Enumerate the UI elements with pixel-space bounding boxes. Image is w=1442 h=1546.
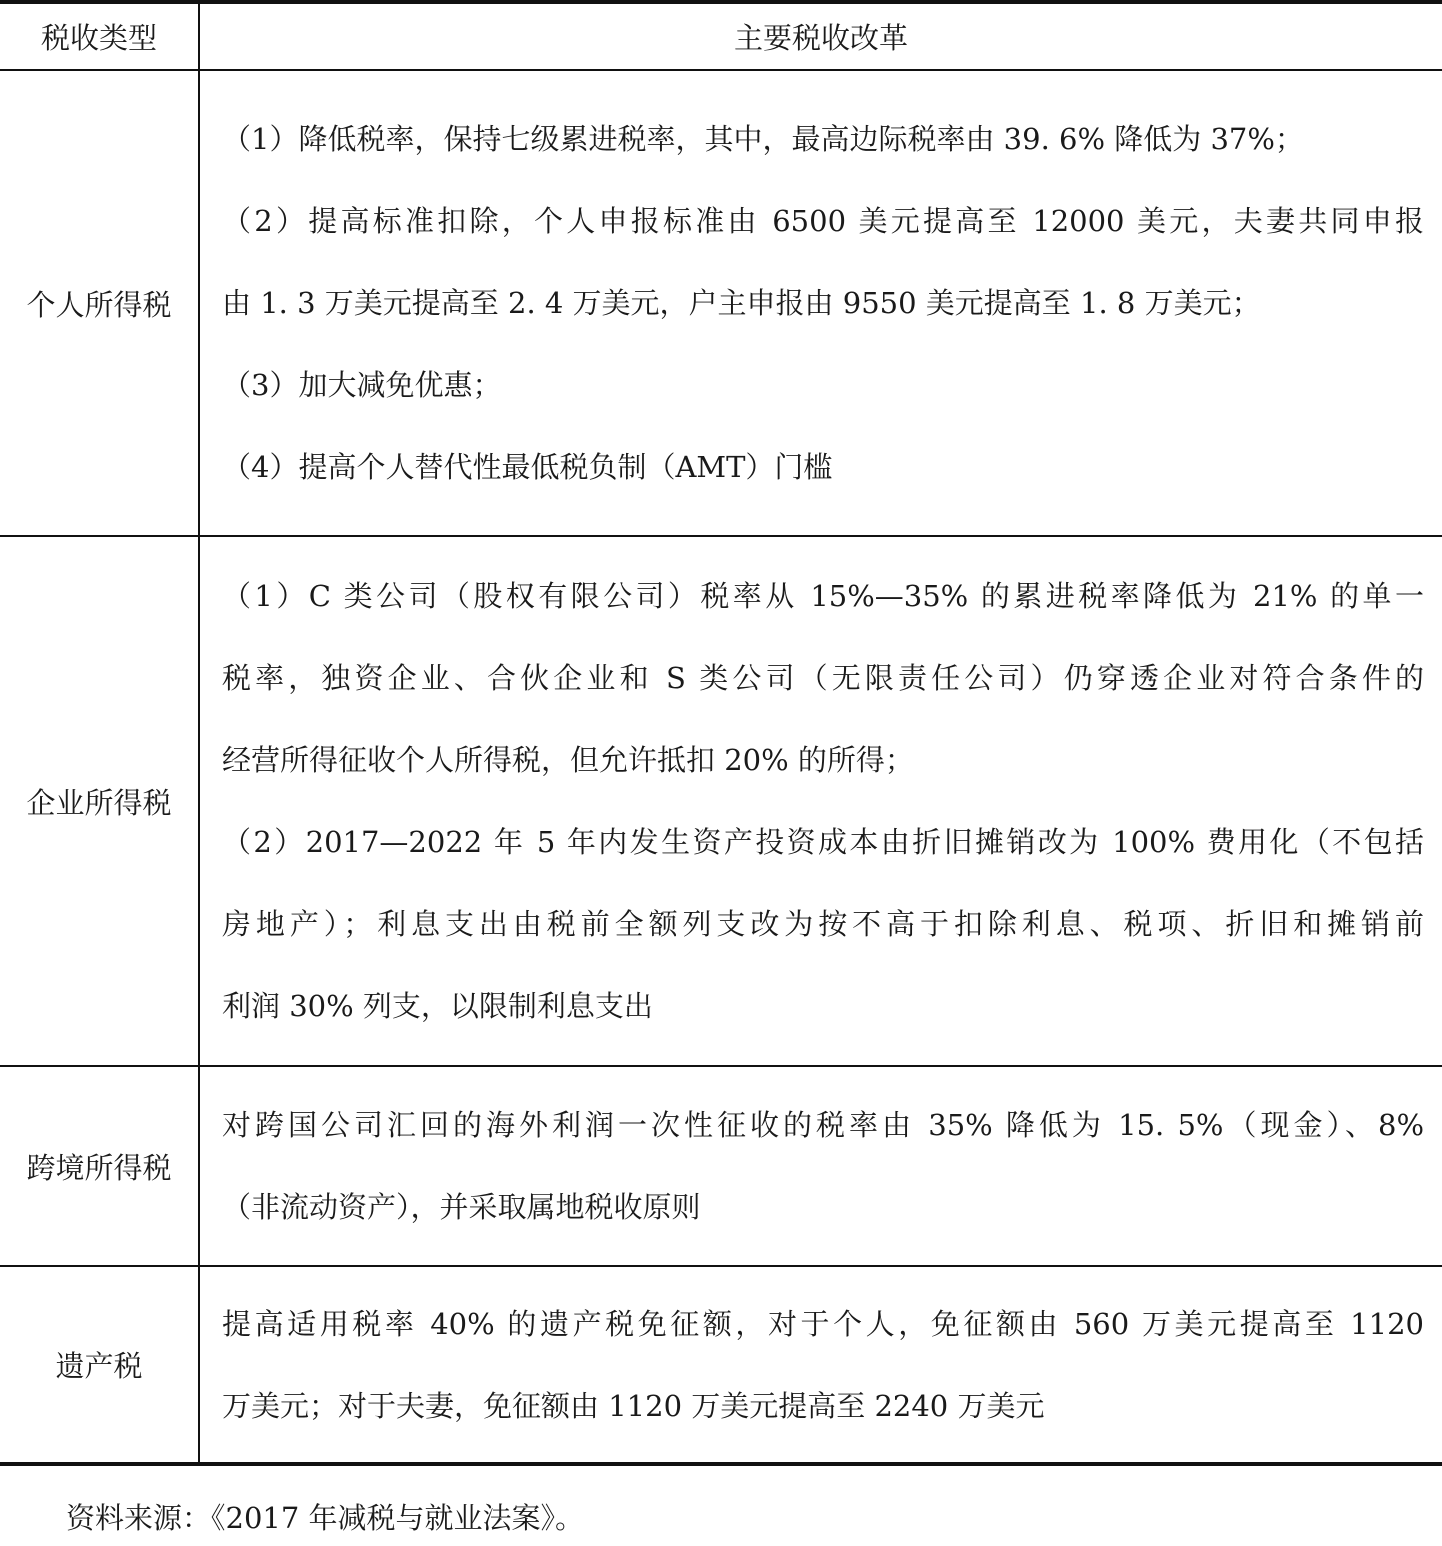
reform-line: 房地产）；利息支出由税前全额列支改为按不高于扣除利息、税项、折旧和摊销前 [222, 907, 1424, 941]
reform-line: 提高适用税率 40% 的遗产税免征额，对于个人，免征额由 560 万美元提高至 1120 [222, 1306, 1424, 1341]
row-reform-content [199, 70, 1442, 536]
reform-line: 由 1. 3 万美元提高至 2. 4 万美元，户主申报由 9550 美元提高至 1. 8 万美元； [222, 286, 1261, 320]
reform-line: （4）提高个人替代性最低税负制（AMT）门槛 [222, 450, 833, 484]
reform-line: （2）提高标准扣除，个人申报标准由 6500 美元提高至 12000 美元，夫妻共同申报 [222, 204, 1424, 238]
reform-line: （3）加大减免优惠； [222, 368, 502, 402]
row-tax-type: 跨境所得税 [0, 1066, 199, 1266]
row-tax-type: 企业所得税 [0, 536, 199, 1066]
reform-line: 利润 30% 列支，以限制利息支出 [222, 989, 653, 1023]
row-reform-content [199, 1266, 1442, 1464]
row-reform-content [199, 1066, 1442, 1266]
header-main-reforms: 主要税收改革 [199, 2, 1442, 70]
reform-line: （1）降低税率，保持七级累进税率，其中，最高边际税率由 39. 6% 降低为 37%； [222, 122, 1304, 156]
row-tax-type: 遗产税 [0, 1266, 199, 1464]
table-row-corporate-income-tax [0, 536, 1442, 1066]
table-row-estate-tax [0, 1266, 1442, 1464]
reform-line: （2）2017—2022 年 5 年内发生资产投资成本由折旧摊销改为 100% 费用化（不包括 [222, 825, 1424, 859]
header-tax-type: 税收类型 [0, 2, 199, 70]
row-reform-content [199, 536, 1442, 1066]
reform-line: 经营所得征收个人所得税，但允许抵扣 20% 的所得； [222, 743, 914, 777]
reform-line: 税率，独资企业、合伙企业和 S 类公司（无限责任公司）仍穿透企业对符合条件的 [222, 661, 1424, 695]
row-tax-type: 个人所得税 [0, 70, 199, 536]
table-row-cross-border-income-tax [0, 1066, 1442, 1266]
reform-line: （非流动资产），并采取属地税收原则 [222, 1190, 701, 1224]
reform-line: （1）C 类公司（股权有限公司）税率从 15%—35% 的累进税率降低为 21% 的单一 [222, 579, 1424, 613]
source-note: 资料来源：《2017 年减税与就业法案》。 [66, 1501, 585, 1535]
table-header-row [0, 2, 1442, 70]
table-row-individual-income-tax [0, 70, 1442, 536]
reform-line: 万美元；对于夫妻，免征额由 1120 万美元提高至 2240 万美元 [222, 1388, 1045, 1423]
reform-line: 对跨国公司汇回的海外利润一次性征收的税率由 35% 降低为 15. 5%（现金）、8% [222, 1108, 1424, 1142]
